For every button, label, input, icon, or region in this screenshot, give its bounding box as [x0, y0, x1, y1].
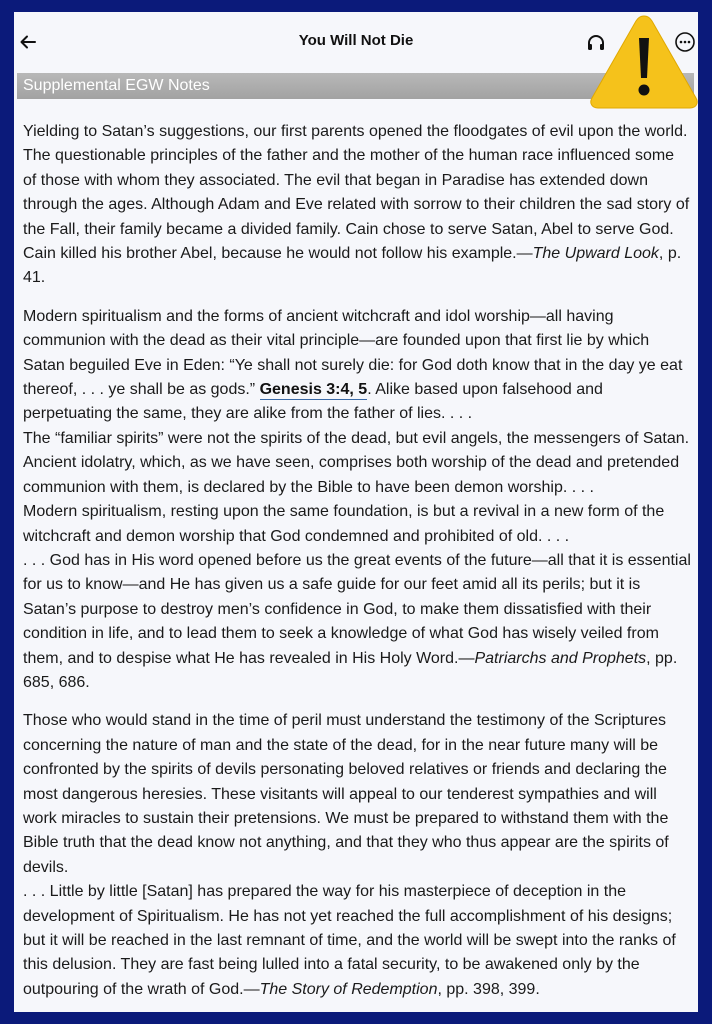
- paragraph-1: [23, 120, 691, 291]
- paragraph-text: Yielding to Satan’s suggestions, our first parents opened the floodgates of evil upon the world. The questionable principles of the father and the mother of the human race influenced some of those with whom they associated. The evil that began in Paradise has extended down through the ages. Although Adam and Eve related with sorrow to their children the sad story of the Fall, their family became a divided family. Cain chose to serve Satan, Abel to serve God. Cain killed his brother Abel, because he would not follow his example.—: [23, 123, 690, 263]
- source-title: The Story of Redemption: [259, 980, 438, 998]
- paragraph-text: [23, 549, 691, 695]
- paragraph-text: [23, 880, 691, 1002]
- paragraph-text: Those who would stand in the time of peril must understand the testimony of the Scriptures concerning the nature of man and the state of the dead, for in the near future many will be confronted by the spirits of devils personating beloved relatives or friends and declaring the most dangerous heresies. These visitants will appeal to our tenderest sympathies and will work miracles to sustain their pretensions. We must be prepared to withstand them with the Bible truth that the dead know not anything, and that they who thus appear are the spirits of devils.: [23, 712, 669, 876]
- paragraph-text: . . . Little by little [Satan] has prepared the way for his masterpiece of deception in the development of Spiritualism. He has not yet reached the full accomplishment of his designs; but it will be reached in the last remnant of time, and the world will be swept into the ranks of this delusion. They are fast being lulled into a fatal security, to be awakened only by the outpouring of the wrath of God.—: [23, 883, 676, 998]
- paragraph-text: Modern spiritualism, resting upon the same foundation, is but a revival in a new form of the witchcraft and demon worship that God condemned and prohibited of old. . . .: [23, 503, 665, 545]
- section-header: Supplemental EGW Notes: [17, 73, 694, 99]
- source-pages: , pp. 685, 686.: [23, 649, 678, 691]
- source-title: The Upward Look: [532, 245, 659, 263]
- notes-content: [23, 120, 691, 1012]
- source-pages: , pp. 398, 399.: [437, 980, 540, 998]
- paragraph-text: . . . God has in His word opened before us the great events of the future—all that it is essential for us to know—and He has given us a safe guide for our feet amid all its perils; but it is Satan’s purpose to destroy men’s confidence in God, to make them dissatisfied with their condition in life, and to lead them to seek a knowledge of what God has wisely veiled from them, and to despise what He has revealed in His Holy Word.—: [23, 551, 691, 667]
- paragraph-text: Modern spiritualism and the forms of ancient witchcraft and idol worship—all having communion with the dead as their vital principle—are founded upon that first lie by which Satan beguiled Eve in Eden: “Ye shall not surely die: for God doth know that in the day ye eat thereof, . . . ye shall be as gods.”: [23, 307, 683, 399]
- source-title: Patriarchs and Prophets: [474, 649, 647, 667]
- paragraph-text: . Alike based upon falsehood and perpetuating the same, they are alike from the father of lies. . . .: [23, 381, 603, 423]
- paragraph-2: [23, 305, 691, 696]
- app-window: [14, 12, 698, 1012]
- paragraph-3: [23, 709, 691, 1002]
- paragraph-text: The “familiar spirits” were not the spirits of the dead, but evil angels, the messengers of Satan. Ancient idolatry, which, as we have seen, comprises both worship of the dead and pretended communion with them, is declared by the Bible to have been demon worship. . . .: [23, 429, 690, 496]
- source-pages: , p. 41.: [23, 245, 682, 287]
- page-title: You Will Not Die: [298, 32, 414, 49]
- scripture-link[interactable]: Genesis 3:4, 5: [259, 381, 368, 399]
- warning-triangle-icon: [588, 12, 698, 110]
